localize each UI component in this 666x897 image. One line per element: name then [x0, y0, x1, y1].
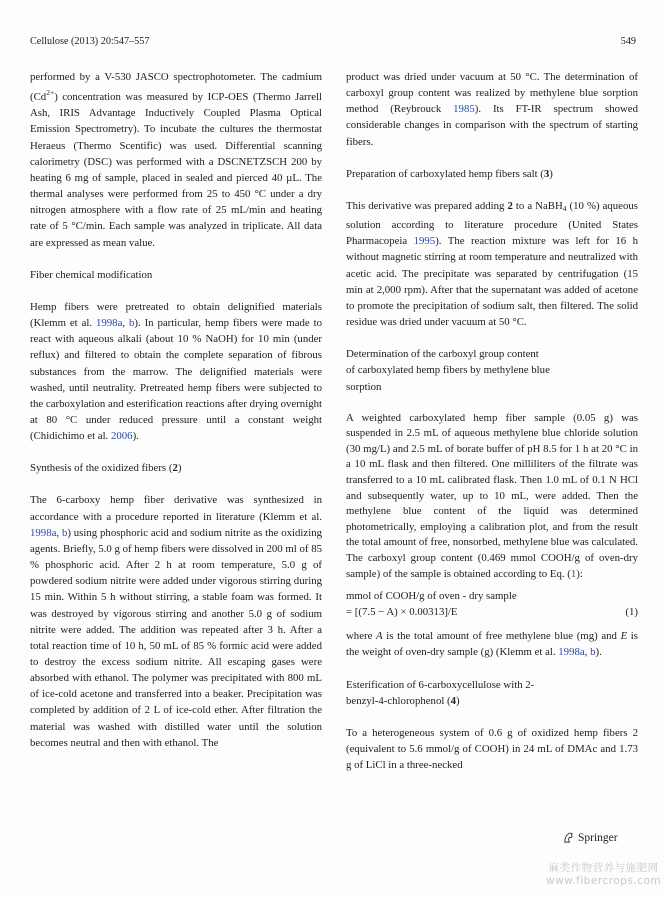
- paragraph-fibers-salt: This derivative was prepared adding 2 to a NaBH$_4$ (10 %) aqueous solution according to literature procedure (United States Pharmacopeia 1995). The reaction mixture was left for 16 h without magnetic stirring at room temperature and neutralized with acetic acid. The precipitate was separated by centrifugation (15 min at 2,000 rpm). After that the supernatant was added of acetone to promote the precipitation of sodium salt, then filtered. The solid residue was dried under vacuum at 50 °C.: [346, 199, 638, 329]
- springer-horse-icon: [562, 831, 575, 844]
- ref-link-2006[interactable]: 2006: [110, 430, 133, 443]
- paragraph-esterification: To a heterogeneous system of 0.6 g of oxidized hemp fibers 2 (equivalent to 5.6 mmol/g of COOH) in 24 mL of DMAc and 1.73 g of LiCl in a three-necked: [346, 726, 638, 772]
- heading-oxidized-fibers: Synthesis of the oxidized fibers (2): [30, 462, 182, 475]
- equation-rhs: = [(7.5 − A) × 0.00313]/E: [346, 606, 458, 619]
- heading-esterification: Esterification of 6-carboxycellulose with 2- benzyl-4-chlorophenol (4): [346, 678, 535, 707]
- ref-link-1998a[interactable]: 1998a: [30, 526, 57, 539]
- ref-link-1998a[interactable]: 1998a: [95, 317, 123, 330]
- ref-link-1995[interactable]: 1995: [413, 235, 436, 248]
- right-column: [346, 69, 638, 773]
- equation-1: [346, 588, 638, 622]
- journal-citation: Cellulose (2013) 20:547–557: [30, 36, 150, 47]
- heading-fibers-salt: Preparation of carboxylated hemp fibers salt (3): [346, 167, 553, 180]
- heading-carboxyl-determination: Determination of the carboxyl group content of carboxylated hemp fibers by methylene blue sorption: [346, 348, 550, 393]
- ref-link-1998b[interactable]: b: [128, 317, 135, 330]
- running-header: [30, 36, 636, 50]
- publisher-name: Springer: [578, 831, 618, 844]
- left-column: [30, 69, 322, 751]
- paragraph-oxidized-fibers: The 6-carboxy hemp fiber derivative was synthesized in accordance with a procedure reported in literature (Klemm et al. 1998a, b) using phosphoric acid and sodium nitrite as the oxidizing agents. Briefly, 5.0 g of hemp fibers were dissolved in 200 ml of 85 % phosphoric acid. After 2 h at room temperature, 5.0 g of powdered sodium nitrite were added under vigorous stirring during 15 min. Within 5 h without stirring, a stable foam was formed. It was destroyed by vigorous stirring and another 5.0 g of sodium nitrite were added. The addition was repeated after 3 h. After a total reaction time of 10 h, 50 mL of 85 % formic acid were added to destroy the excess sodium nitrite. All escaping gases were absorbed with ethanol. The polymer was precipitated with 800 mL of ice-cold acetone and transferred into a beaker. Precipitation was completed by addition of 2 L of ice-cold ether. After filtration the material was washed with distilled water until the solution becomes neutral and then with ethanol. The: [30, 494, 322, 749]
- ref-link-1998b[interactable]: b: [590, 646, 596, 659]
- paragraph-equation-explanation: where A is the total amount of free methylene blue (mg) and E is the weight of oven-dry sample (g) (Klemm et al. 1998a, b).: [346, 630, 639, 659]
- ref-link-1998b[interactable]: b: [61, 526, 68, 539]
- equation-number: (1): [625, 606, 638, 619]
- ref-link-1998a[interactable]: 1998a: [558, 646, 585, 659]
- page-number: 549: [620, 36, 636, 47]
- ref-link-eq-1[interactable]: 1: [570, 567, 577, 580]
- heading-fiber-modification: Fiber chemical modification: [30, 268, 153, 281]
- equation-lhs: mmol of COOH/g of oven - dry sample: [346, 590, 517, 603]
- site-watermark: 麻类作物营养与施肥网 www.fibercrops.com: [546, 862, 662, 887]
- paragraph-fiber-modification: Hemp fibers were pretreated to obtain delignified materials (Klemm et al. 1998a, b). In particular, hemp fibers were made to react with aqueous alkali (about 10 % NaOH) for 10 min (under reflux) and filtered to obtain the complete separation of fibrous substances from the marrow. The delignified materials were washed, until neutrality. Pretreated hemp fibers were subjected to the carboxylation and esterification reactions after drying overnight at 80 °C under reduced pressure until a constant weight (Chidichimo et al. 2006).: [30, 300, 322, 443]
- paragraph-instruments: performed by a V-530 JASCO spectrophotometer. The cadmium $(Cd^{2+})$ concentration was measured by ICP-OES (Thermo Jarrell Ash, IRIS Advantage Inductively Coupled Plasma Optical Emission Spectrometry). To incubate the cultures the thermostat Heraeus (Thermo Scentific) was used. Differential scanning calorimetry (DSC) was performed with a DSCNETZSCH 200 by heating 6 mg of sample, placed in sealed and pierced 40 µL. The thermal analyses were performed from 25 to 450 °C under a dry nitrogen atmosphere with a flow rate of 25 mL/min and heating rate of 5 °C/min. Each sample was analyzed in triplicate. All data are expressed as mean value.: [30, 71, 322, 249]
- paragraph-drying: product was dried under vacuum at 50 °C. The determination of carboxyl group content was realized by methylene blue sorption method (Reybrouck 1985). Its FT-IR spectrum showed considerable changes in comparison with the spectrum of starting fibers.: [346, 71, 638, 148]
- paragraph-carboxyl-determination: A weighted carboxylated hemp fiber sample (0.05 g) was suspended in 2.5 mL of aqueous methylene blue chloride solution (30 mg/L) and 2.5 mL of borate buffer of pH 8.5 for 1 h at 20 °C in a 10 mL flask and then filtered. One milliliters of the filtrate was transferred to a 10 mL calibrated flask. Then 1.0 mL of 0.1 N HCl and subsequently water, up to 10 mL, were added. Then the methylene blue content of the liquid was determined photometrically, employing a calibration plot, and from the result the total amount of free, nonsorbed, methylene blue was calculated. The carboxyl group content (0.469 mmol COOH/g of oven-dry sample) of the sample is obtained according to Eq. (1):: [346, 411, 639, 580]
- publisher-logo: [562, 831, 618, 844]
- ref-link-1985[interactable]: 1985: [453, 103, 475, 116]
